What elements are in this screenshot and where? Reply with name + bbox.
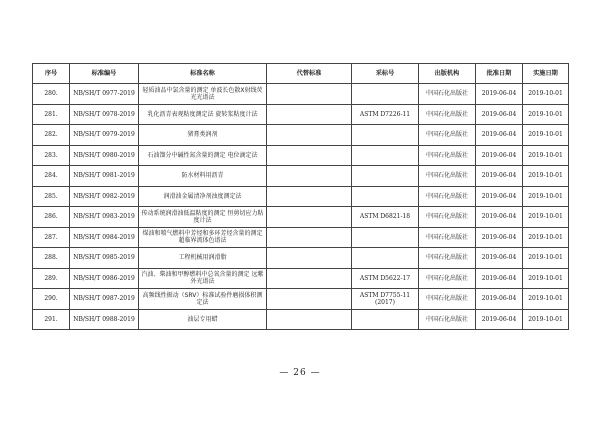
cell-effective: 2019-10-01 (523, 309, 569, 330)
table-row (33, 84, 569, 105)
cell-name: 传动系统润滑油低温粘度的测定 恒剪切应力粘度计法 (139, 207, 267, 228)
cell-replaces (267, 227, 352, 248)
page-number: — 26 — (279, 368, 321, 378)
cell-seq: 281. (33, 104, 70, 125)
cell-seq: 283. (33, 145, 70, 166)
cell-approved: 2019-06-04 (476, 104, 523, 125)
cell-replaces (267, 84, 352, 105)
cell-code: NB/SH/T 0977-2019 (70, 84, 139, 105)
cell-seq: 280. (33, 84, 70, 105)
cell-code: NB/SH/T 0980-2019 (70, 145, 139, 166)
cell-code: NB/SH/T 0985-2019 (70, 248, 139, 269)
header-effective: 实施日期 (523, 64, 569, 84)
cell-replaces (267, 104, 352, 125)
cell-effective: 2019-10-01 (523, 145, 569, 166)
header-publisher: 出版机构 (419, 64, 476, 84)
cell-effective: 2019-10-01 (523, 268, 569, 289)
table-row (33, 166, 569, 187)
cell-effective: 2019-10-01 (523, 186, 569, 207)
cell-publisher: 中国石化出版社 (419, 166, 476, 187)
cell-code: NB/SH/T 0988-2019 (70, 309, 139, 330)
cell-publisher: 中国石化出版社 (419, 227, 476, 248)
table-row (33, 268, 569, 289)
cell-code: NB/SH/T 0978-2019 (70, 104, 139, 125)
cell-code: NB/SH/T 0983-2019 (70, 207, 139, 228)
cell-adopted (352, 186, 419, 207)
standards-table (32, 63, 569, 330)
cell-publisher: 中国石化出版社 (419, 145, 476, 166)
cell-replaces (267, 248, 352, 269)
cell-effective: 2019-10-01 (523, 227, 569, 248)
cell-adopted (352, 227, 419, 248)
cell-code: NB/SH/T 0987-2019 (70, 289, 139, 310)
cell-publisher: 中国石化出版社 (419, 248, 476, 269)
cell-adopted: ASTM D5622-17 (352, 268, 419, 289)
cell-replaces (267, 166, 352, 187)
table-row (33, 207, 569, 228)
cell-effective: 2019-10-01 (523, 125, 569, 146)
cell-approved: 2019-06-04 (476, 125, 523, 146)
cell-effective: 2019-10-01 (523, 166, 569, 187)
cell-adopted (352, 125, 419, 146)
cell-name: 轻质油品中氯含量的测定 单波长色散X射线荧光光谱法 (139, 84, 267, 105)
cell-seq: 288. (33, 248, 70, 269)
cell-name: 汽油、柴油和甲醇燃料中总氧含量的测定 远紫外光谱法 (139, 268, 267, 289)
cell-name: 防水材料用沥青 (139, 166, 267, 187)
cell-publisher: 中国石化出版社 (419, 309, 476, 330)
table-body (33, 84, 569, 330)
cell-adopted (352, 248, 419, 269)
cell-adopted: ASTM D7226-11 (352, 104, 419, 125)
cell-publisher: 中国石化出版社 (419, 268, 476, 289)
cell-code: NB/SH/T 0981-2019 (70, 166, 139, 187)
cell-code: NB/SH/T 0986-2019 (70, 268, 139, 289)
header-adopted: 采标号 (352, 64, 419, 84)
header-name: 标准名称 (139, 64, 267, 84)
cell-name: 乳化沥青表观粘度测定法 旋转浆粘度计法 (139, 104, 267, 125)
cell-approved: 2019-06-04 (476, 248, 523, 269)
cell-publisher: 中国石化出版社 (419, 104, 476, 125)
cell-publisher: 中国石化出版社 (419, 84, 476, 105)
cell-publisher: 中国石化出版社 (419, 207, 476, 228)
header-seq: 序号 (33, 64, 70, 84)
cell-code: NB/SH/T 0982-2019 (70, 186, 139, 207)
cell-effective: 2019-10-01 (523, 84, 569, 105)
table-header (33, 64, 569, 84)
cell-replaces (267, 309, 352, 330)
cell-approved: 2019-06-04 (476, 289, 523, 310)
cell-name: 煤油和喷气燃料中芳烃和多环芳烃含量的测定 超临界流体色谱法 (139, 227, 267, 248)
cell-code: NB/SH/T 0984-2019 (70, 227, 139, 248)
table-row (33, 309, 569, 330)
cell-adopted: ASTM D6821-18 (352, 207, 419, 228)
cell-publisher: 中国石化出版社 (419, 186, 476, 207)
cell-replaces (267, 207, 352, 228)
cell-publisher: 中国石化出版社 (419, 289, 476, 310)
cell-seq: 289. (33, 268, 70, 289)
cell-effective: 2019-10-01 (523, 104, 569, 125)
cell-replaces (267, 186, 352, 207)
cell-replaces (267, 268, 352, 289)
cell-publisher: 中国石化出版社 (419, 125, 476, 146)
cell-approved: 2019-06-04 (476, 84, 523, 105)
cell-approved: 2019-06-04 (476, 268, 523, 289)
cell-seq: 285. (33, 186, 70, 207)
table-row (33, 289, 569, 310)
cell-adopted: ASTM D7755-11 (2017) (352, 289, 419, 310)
table-row (33, 145, 569, 166)
cell-effective: 2019-10-01 (523, 207, 569, 228)
table-row (33, 227, 569, 248)
header-code: 标准编号 (70, 64, 139, 84)
cell-name: 高频线性振动（SRV）标准试验件磨损体积测定法 (139, 289, 267, 310)
table-row (33, 125, 569, 146)
cell-code: NB/SH/T 0979-2019 (70, 125, 139, 146)
cell-effective: 2019-10-01 (523, 248, 569, 269)
cell-approved: 2019-06-04 (476, 207, 523, 228)
cell-seq: 286. (33, 207, 70, 228)
cell-approved: 2019-06-04 (476, 309, 523, 330)
cell-effective: 2019-10-01 (523, 289, 569, 310)
cell-seq: 284. (33, 166, 70, 187)
cell-replaces (267, 125, 352, 146)
cell-seq: 291. (33, 309, 70, 330)
cell-seq: 282. (33, 125, 70, 146)
cell-name: 工程机械用润滑脂 (139, 248, 267, 269)
cell-adopted (352, 166, 419, 187)
table-row (33, 186, 569, 207)
cell-replaces (267, 145, 352, 166)
cell-name: 润滑油金属清净剂浊度测定法 (139, 186, 267, 207)
cell-approved: 2019-06-04 (476, 166, 523, 187)
cell-approved: 2019-06-04 (476, 186, 523, 207)
table-row (33, 104, 569, 125)
cell-name: 石油馏分中碱性氮含量的测定 电位滴定法 (139, 145, 267, 166)
cell-replaces (267, 289, 352, 310)
cell-name: 油层专用蜡 (139, 309, 267, 330)
cell-seq: 290. (33, 289, 70, 310)
cell-approved: 2019-06-04 (476, 145, 523, 166)
cell-approved: 2019-06-04 (476, 227, 523, 248)
header-row (33, 64, 569, 84)
header-approved: 批准日期 (476, 64, 523, 84)
cell-name: 猪膏类润剂 (139, 125, 267, 146)
cell-adopted (352, 84, 419, 105)
cell-seq: 287. (33, 227, 70, 248)
table-row (33, 248, 569, 269)
cell-adopted (352, 309, 419, 330)
cell-adopted (352, 145, 419, 166)
header-replaces: 代替标准 (267, 64, 352, 84)
